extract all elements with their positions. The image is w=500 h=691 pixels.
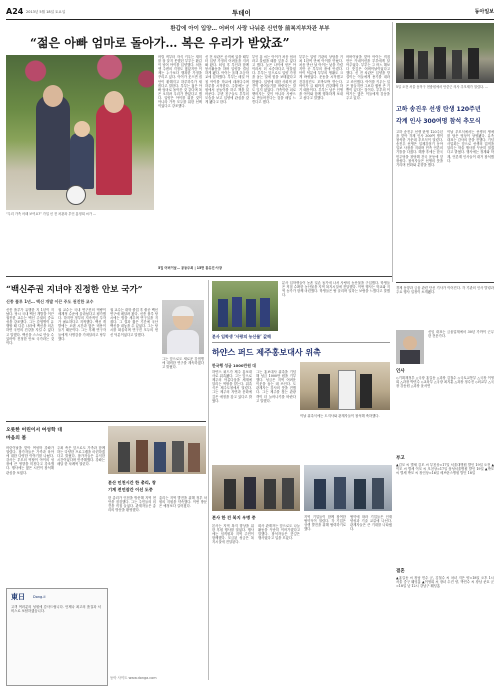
memorial-photo-caption: 5일 오전 서울 동작구 현충원에서 안중근 의사 추모제가 열렸다. …: [396, 85, 489, 89]
company-ad: [6, 588, 108, 686]
bottom-mid-headline-3: 본사 한 건 복지 우병 중: [212, 515, 256, 520]
right-col-article: 경제 동향과 금융 관련 단신 기사가 이어진다. 각 기관의 인사 발령과 주요 행사 일정이 소개됐다.: [396, 286, 494, 295]
bottom-left-headline-2: 마음의 봄: [6, 436, 27, 441]
interview-body-col1: 신종 플루가 유행한 지 1년이 지났다. 당시 국내 백신 개발을 이끈 권진한 교수는 백신 주권의 중요성을 강조했다. 그는 감염병이 유행할 때 다른 나라에 백신을 의존하면 국민의 건강을 지킬 수 없다고 말했다. 백신을 스스로 만들 수 있어야 진정한 안보 국가라는 것이다.: [6, 308, 54, 345]
column-divider-3: [208, 480, 209, 680]
main-story-body-col2: 신 전 차관은 공직에 있을 때부터 입양 가정의 어려움을 지켜봐 왔다. 퇴임 후 부인과 함께 봉사활동을 하며 입양을 결심하게 됐다. 아이는 올해 초등학교에 입학했다. 부부는 매일 아침 아이를 학교에 데려다주며 하루를 시작한다. 주말에는 공원에서 공놀이를 하고 책을 읽어준다. 주변 친구들도 부부의 모습을 보고 입양에 관심을 갖게 됐다고 한다.: [205, 55, 249, 105]
bottom-left-headline-1: 오롯한 어린이서 여성학 대: [6, 428, 62, 433]
page-header: [6, 7, 494, 19]
main-story-kicker: 환갑에 아이 입양… 어버이 사랑 나눠준 신언항 前복지부차관 부부: [170, 26, 330, 32]
right-story-headline-1: 고하 송진우 선생 탄생 120주년: [396, 106, 481, 113]
main-story-body-col5: 어버이날을 맞아 아이는 직접 만든 카네이션을 부부에게 달아주었다. 부부는 그 어느 해보다 뜻깊은 어버이날이었다고 했다. 신 전 차관은 입양을 망설이는 이들에게 용기를 내라고 조언했다. 아이를 키우는 일은 힘들지만 그보다 훨씬 큰 기쁨이 있다는 것이다. 부부의 이야기는 많은 이들에게 감동을 주고 있다.: [346, 55, 390, 100]
main-story-body-col4: 부부는 입양 기관의 상담을 거쳐 1년여 만에 아이를 만났다. 처음 만난 날 아이는 낯을 가렸지만 곧 부부의 품에 안겼다. 아이 덕분에 부부의 생활도 크게 바뀌었다. 운동을 시작했고 건강검진도 꼬박꼬박 받는다. 아이가 클 때까지 건강해야 하기 때문이다. 부부는 남은 인생을 아이와 함께 행복하게 보내고 싶다고 말했다.: [299, 55, 343, 100]
right-story-body-col1: 고하 송진우 선생 탄생 120주년을 맞아 각계 인사 300여 명이 참석한 가운데 추모식이 열렸다. 송진우 선생은 일제강점기 동아일보 사장을 지내며 민족 언론의 기틀을 다졌다. 해방 후에는 한국민주당을 창당해 건국 운동에 앞장섰다. 참석자들은 선생의 뜻을 기리며 헌화와 분향을 했다.: [396, 130, 443, 167]
footer-label: 동아 사이트 www.donga.com: [110, 676, 157, 680]
person-woman: [96, 103, 132, 195]
bottom-right-body-col2: 협약에 따라 기업들은 인재 양성과 기술 교류에 나선다. 관계자들은 큰 기대를 나타냈다.: [350, 515, 392, 532]
portrait-small: [396, 330, 424, 364]
interview-headline: “백신주권 지녀야 진정한 안보 국가”: [6, 285, 143, 295]
bottom-center-photo: [212, 465, 300, 511]
right-col-bugo-body: ▲김모 씨 별세 김모 씨 부친상=17일 서울대병원 발인 19일 오전 ▲이모 씨 별세 이모 씨 모친상=17일 삼성서울병원 발인 19일 ▲박모 씨 별세 박모 씨 장인상=16일 세브란스병원 발인 18일: [396, 463, 494, 476]
bottom-right-body-col1: 지역 기업들이 함께 참여한 협약식이 열렸다. 각 기업은 상생 발전을 위해 협력하기로 했다.: [304, 515, 346, 532]
interview-body-col3: 권 교수는 대학 졸업 후 줄곧 백신 연구에 매달려 왔다. 신종 플루 당시에는 밤을 새우며 연구실을 지켰다. 그 결과 짧은 기간에 국산 백신을 내놓을 수 있었다. 그는 당시를 떠올리며 연구진 모두의 헌신 덕분이었다고 말했다.: [110, 308, 158, 337]
middle-story-body-col2: 그는 홍보대사 위촉을 기념해 성금 1000만 원을 기부했다. 성금은 지역 어려운 이웃을 돕는 데 쓰인다. 도 관계자는 감사의 뜻을 전했다. 그는 제주를 찾는 관광객이 더 늘어나기를 바란다고 말했다.: [256, 370, 296, 403]
bottom-mid-body-col1: 한 총리가 인천을 방문해 지역 현안을 점검했다. 그는 주민들의 의견을 직접 들었다. 관계자들은 총리의 방문을 환영했다.: [108, 496, 156, 513]
bottom-left-body-col1: 어린이날을 맞아 여성학 강좌가 열렸다. 참가자들은 가족과 육아에 대한 다양한 이야기를 나눴다. 강사는 부모의 역할이 아이의 성장에 큰 영향을 미친다고 강조했다. 행사에는 많은 시민이 참석해 관심을 보였다.: [6, 446, 54, 475]
column-divider-2: [208, 280, 209, 480]
family-photo: [6, 55, 154, 210]
middle-story-body-title: 한국행 성금 1000만원 대: [212, 363, 256, 368]
bottom-center-body-col2: 회사 관계자는 앞으로도 나눔 활동을 꾸준히 이어가겠다고 말했다. 참석자들은 뜻깊은 행사였다고 입을 모았다.: [258, 524, 300, 541]
main-photo-caption: “우리 가족 어때 보여요?” 가입 신 전 차관과 부인 홍정희 씨가 …: [6, 212, 97, 216]
person-man: [36, 95, 70, 190]
interview-body-col4: 그는 앞으로도 새로운 감염병에 대비한 연구를 계속하겠다고 밝혔다.: [162, 357, 204, 370]
middle-story-body-col3: 이날 위촉식에는 도지사와 관계자들이 참석해 축하했다.: [300, 414, 380, 418]
company-logo-text: 東日: [11, 593, 25, 601]
bottom-mid-headline-2: 기계 전언잠간 이선 도중: [108, 487, 153, 492]
page-number: A24: [6, 7, 24, 16]
section-divider: [6, 276, 392, 277]
right-col-insa-body: ◇기획재정부 △국장 홍길동 △과장 김철수 ◇국토교통부 △국장 이영희 △과장 박민수 ◇교육부 △국장 최지훈 △과장 정수진 ◇외교부 △국장 강동원 △과장 윤서연: [396, 376, 494, 389]
right-col-divider: [396, 282, 494, 283]
middle-story-subhead: 분사 입학생 ‘사랑의 농산물’ 값해: [212, 334, 271, 339]
memorial-photo: [396, 23, 494, 83]
main-story-body-col3: 부인 홍 씨는 아이가 처음 엄마라고 불렀을 때를 잊을 수 없다고 했다. 늦은 나이에 얻은 아이라서 더 소중하다고 덧붙였다. 부부는 앞으로도 입양 가정을 돕는 일에 힘을 보태겠다고 밝혔다. 입양에 대한 사회적 편견이 줄어들기를 바란다는 말도 잊지 않았다. 가족이란 피로 맺어지는 것이 아니라 사랑으로 만들어진다는 것을 매일 느낀다고 했다.: [252, 55, 296, 105]
column-divider: [392, 22, 393, 282]
main-story-headline: “젊은 아빠 엄마로 돌아가… 복은 우리가 받았죠”: [30, 36, 290, 50]
company-ad-text: 고객 여러분의 성원에 감사드립니다. 언제나 최고의 품질과 서비스로 보답하겠습니다.: [11, 605, 101, 614]
main-story-body-col1: 어릴 적부터 자식 키우는 재미를 잘 알지 못했던 부부는 환갑이 넘어 아이를 입양했다. 처음엔 주변의 걱정도 많았지만 이제는 누구보다 행복한 가정을 꾸리고 있다. 아이가 웃으면 집안이 환해지고 하루하루가 새롭다고 말한다. 부부는 젊은 아빠 엄마로 돌아간 것 같다며 복은 오히려 우리가 받았다고 했다. 입양은 아이를 위한 것이 아니라 가족 모두를 위한 선택이었다고 강조했다.: [158, 55, 202, 109]
right-story-headline-2: 각계 인사 300여명 참석 추모식: [396, 118, 481, 125]
interview-body-col5: [6, 410, 206, 420]
section-title: 투데이: [232, 9, 251, 17]
right-col-section-wedding: 결혼: [396, 569, 405, 574]
bottom-left-photo: [108, 426, 206, 474]
right-col-wedding-body: ▲홍길동 씨 장남 민수 군, 김철수 씨 차녀 지은 양=18일 오후 1시 서울 중구 웨딩홀 ▲이영희 씨 장녀 수진 양, 박민수 씨 장남 준호 군=18일 낮 12시 강남구 웨딩홀: [396, 576, 494, 589]
middle-divider: [212, 342, 390, 343]
bottom-right-photo: [304, 465, 392, 511]
company-logo-subtext: Dong-il: [33, 595, 46, 599]
middle-story-side-text: 분사 입학생들이 농촌 일손 돕기에 나서 사랑의 농산물을 구입했다. 학생들은 직접 수확한 농산물을 지역 복지시설에 전달했다. 이번 행사는 학교와 지역 농가가 함께 마련했다. 학생들은 땀 흘리며 일하는 보람을 느꼈다고 말했다.: [282, 281, 390, 298]
interview-subhead: 신종 플루 1년… 백신 개발 이끈 주도 권진한 교수: [6, 299, 94, 304]
right-col-section-bugo: 부고: [396, 456, 405, 461]
middle-story-body-col1: 하얀스 퍼드가 제주 홍보대사로 위촉됐다. 그는 앞으로 제주의 아름다움을 세계에 알리는 역할을 맡는다. 위촉식은 제주도청에서 열렸다. 그는 제주의 자연과 문화에 깊은 애정을 갖고 있다고 밝혔다.: [212, 370, 252, 403]
middle-story-headline: 하얀스 퍼드 제주홍보대사 위촉: [212, 348, 321, 357]
main-story-subhead: 5일 어버이날… 공동주최 | 15면 홍유진·사장: [158, 266, 222, 270]
person-child: [70, 133, 94, 189]
right-col-section-insa: 인사: [396, 369, 405, 374]
right-col-bio: 신임 대표는 금융업계에서 30년 가까이 근무한 전문가다.: [428, 330, 494, 339]
interview-body-col2: 권 교수는 국내 연구진의 역량이 세계적 수준에 올라섰다고 평가했다. 하지만 정부의 지속적인 투자가 필요하다고 지적했다. 백신 개발에는 오랜 시간과 많은 비용이 들기 때문이다. 그는 후배 연구자들에게 사명감을 가져달라고 당부했다.: [58, 308, 106, 341]
bottom-mid-headline-1: 분산 인천시간 한 총리, 창: [108, 480, 156, 485]
students-photo: [212, 281, 278, 331]
professor-photo: [162, 300, 204, 354]
page-date: 2013년 5월 18일 토요일: [26, 10, 66, 14]
right-story-body-col2: 이날 추모식에서는 선생의 생애를 담은 영상이 상영됐다. 유족 대표는 감사의 뜻을 전했다. 기념사업회는 앞으로 선생의 업적을 알리는 학술 행사를 꾸준히 열겠다고 밝혔다. 행사에는 정계와 학계, 언론계 인사들이 대거 참석했다.: [447, 130, 494, 163]
bottom-center-body-col1: 본사는 지역 복지 향상을 위한 후원 행사를 열었다. 행사에는 임직원과 지역 주민이 함께했다. 모금된 성금은 복지시설에 전달된다.: [212, 524, 254, 545]
bottom-divider: [6, 421, 206, 422]
header-rule: [6, 19, 494, 20]
newspaper-name: 동아일보: [474, 9, 494, 15]
bottom-mid-body-col2: 총리는 지역 발전을 위해 정부 차원의 지원을 약속했다. 이번 방문은 예정보다 길어졌다.: [159, 496, 207, 509]
ceremony-photo: [300, 362, 390, 410]
bottom-left-body-col2: 주최 측은 앞으로도 가족과 함께하는 다양한 프로그램을 마련하겠다고 밝혔다. 참가자들은 유익한 시간이었다며 만족해했다. 강좌는 매달 한 차례씩 열린다.: [57, 446, 105, 467]
